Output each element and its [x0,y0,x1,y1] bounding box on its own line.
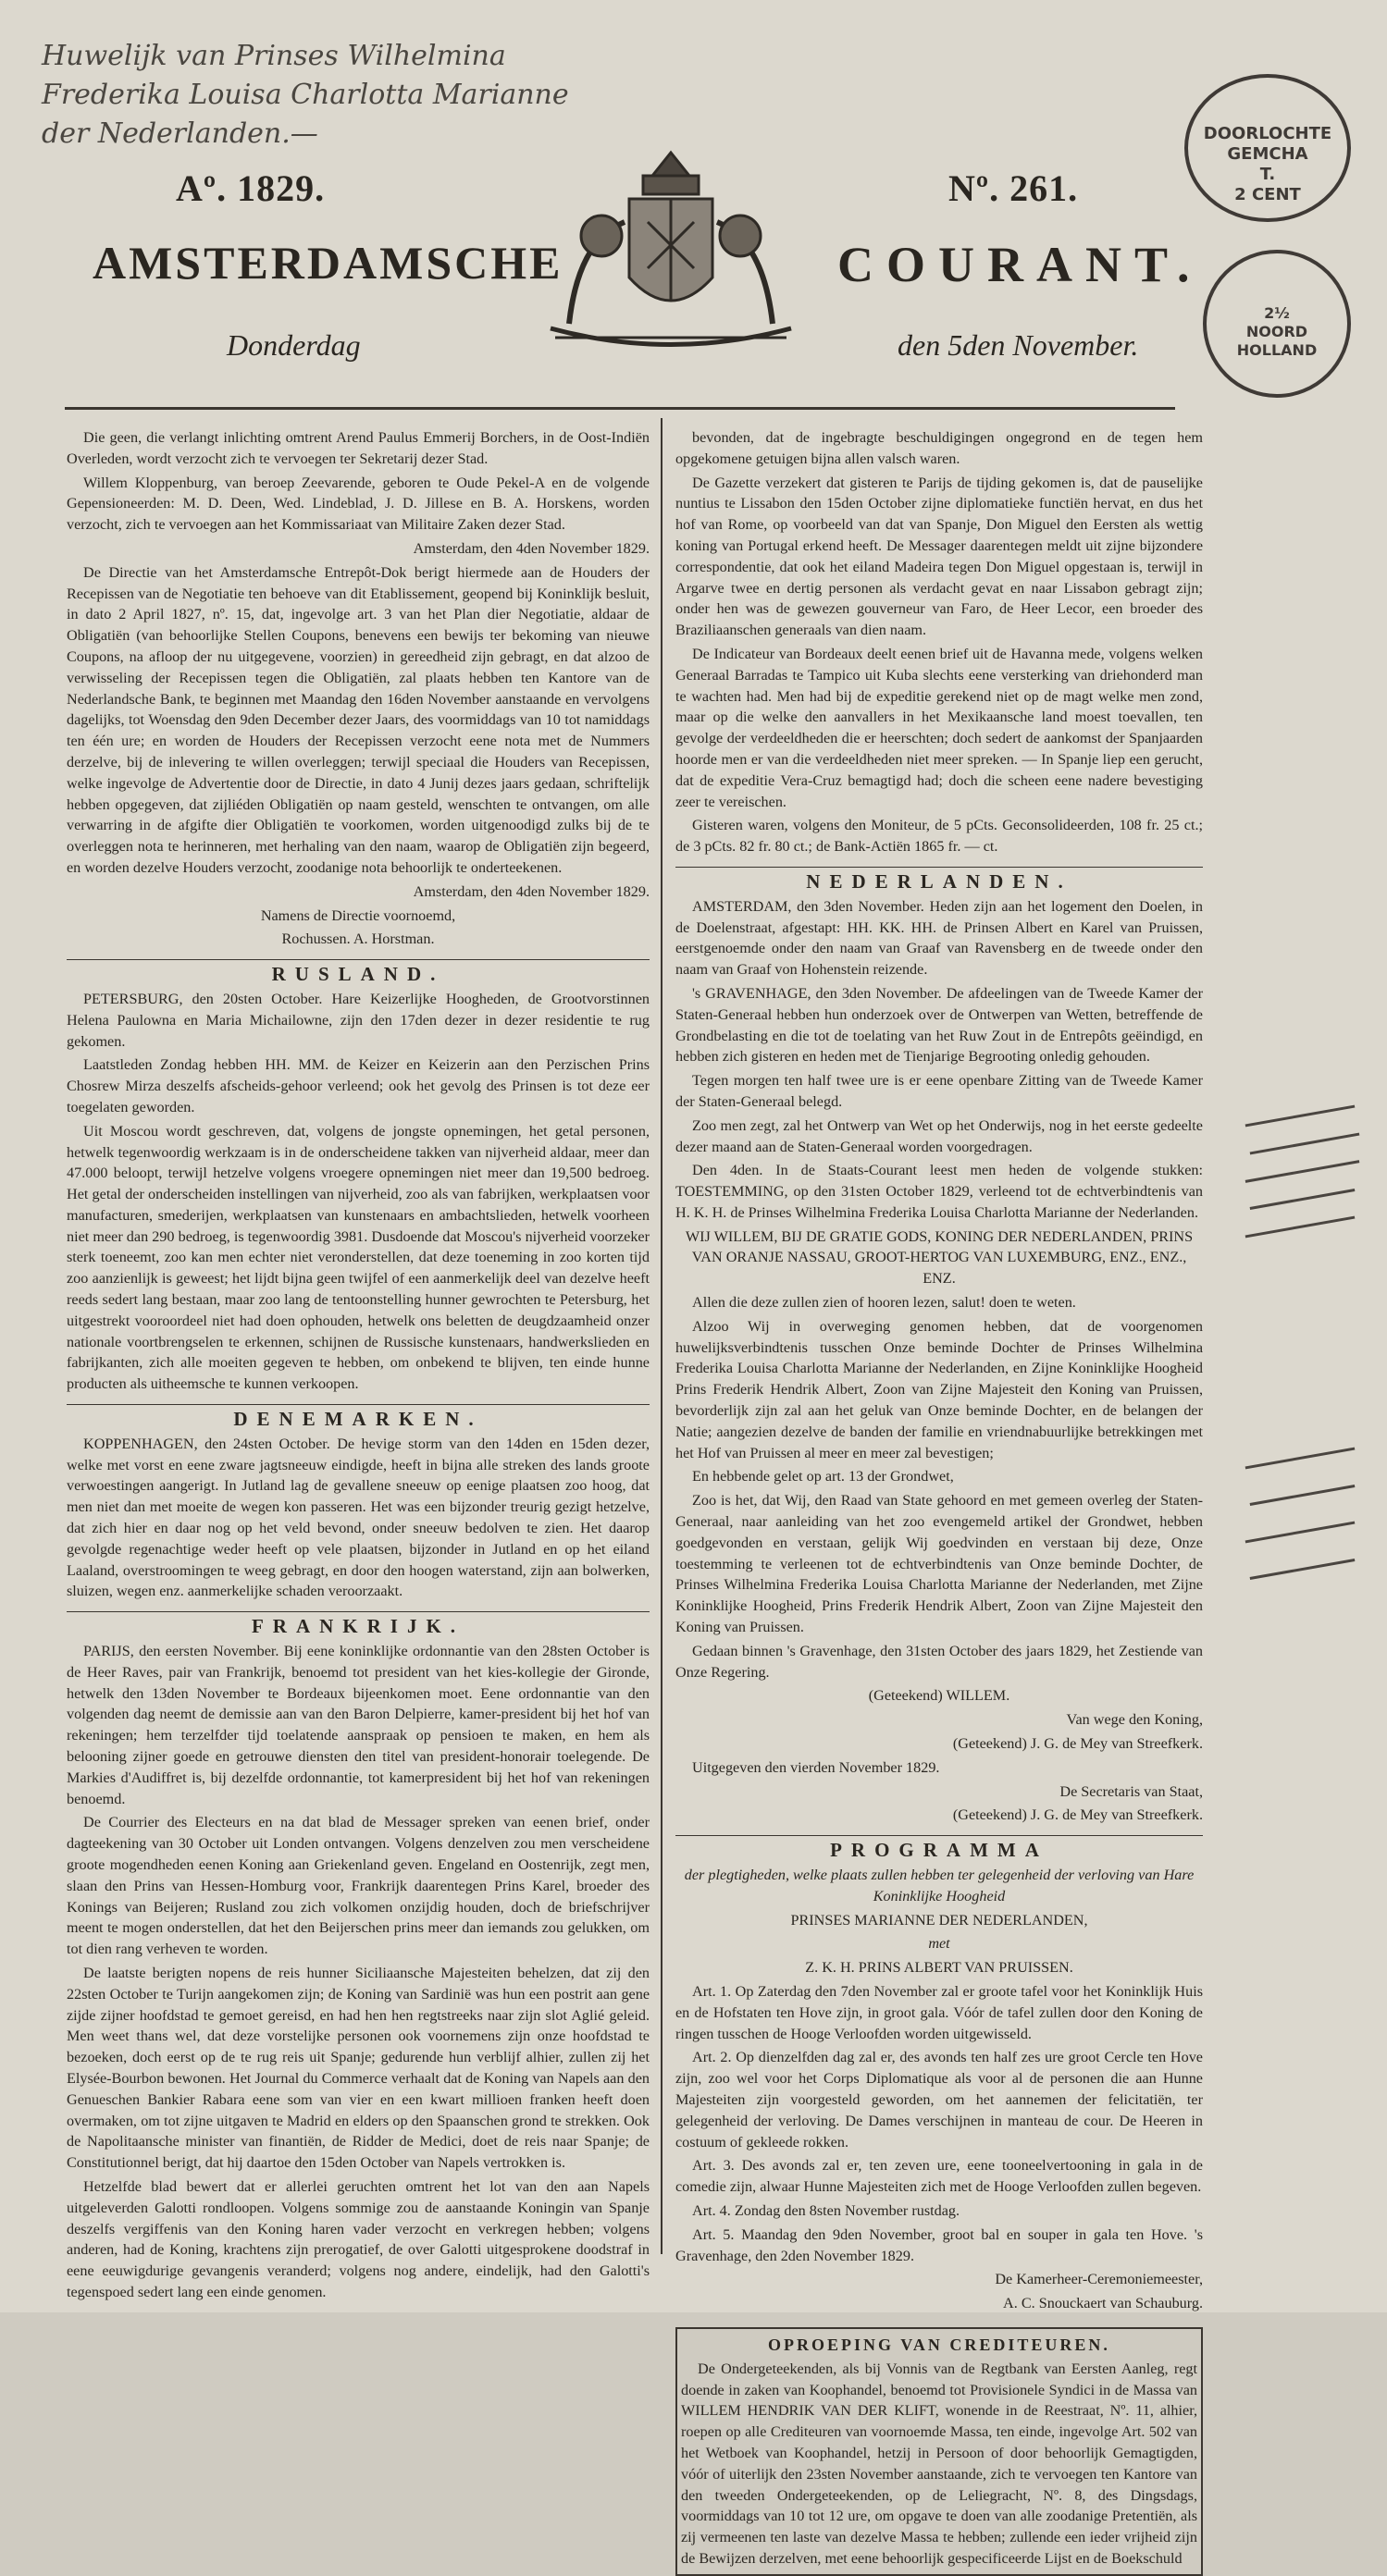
programma-article: Art. 2. Op dienzelfden dag zal er, des avonds ten half zes ure groot Cercle ten Hove zijn, zoo wel voor het Corps Diplomatique als voor al de personen die aan Hunne Majesteiten zijn voorgesteld geworden, om het aannemen der felicitatiën, ter gelegenheid der verloving. De Dames verschijnen in manteau de cour. De Heeren in costuum of gekleede rokken. [675,2049,1203,2151]
article-paragraph: Laatstleden Zondag hebben HH. MM. de Keizer en Keizerin aan den Perzischen Prins Chosrew Mirza deszelfs afscheids-gehoor verleend; ook het gevolg des Prinsen is tot deze eer toegelaten geworden. [67,1056,650,1115]
decree-signature: Van wege den Koning, [1066,1711,1203,1729]
pencil-mark [1250,1485,1356,1506]
handwritten-annotation [42,37,671,154]
programma-subtitle: der plegtigheden, welke plaats zullen hebben ter gelegenheid der verloving van Hare Koninklijke Hoogheid [684,1867,1195,1904]
notice: De Directie van het Amsterdamsche Entrepôt-Dok berigt hiermede aan de Houders der Recepissen van de Negotiatie ten behoeve van dit Etablissement, geopend bij Koninklijk besluit, in dato 2 April 1827, nº. 15, dat, ingevolge art. 3 van het Plan dier Negotiatie, aldaar de Obligatiën (van behoorlijke Stellen Coupons, benevens een bewijs ter bekoming van nieuwe Coupons, na afloop der nu uitgegevene, voorzien) in gereedheid zijn gebragt, en dat alzoo de verwisseling der Recepissen tegen die Obligatiën, zal plaats hebben ten Kantore van de Nederlandsche Bank, te beginnen met Maandag den 16den November aanstaande en vervolgens dagelijks, tot Woensdag den 9den December dezer Jaars, des voormiddags van 10 tot namiddags ten één ure; en worden de Houders der Recepissen verzocht eene nota met de Nummers derzelve, bij de inlevering te willen overleggen; terwijl speciaal die Houders van Recepissen, welke ingevolge de Advertentie door de Directie, in dato 4 Junij dezes jaars gedaan, schriftelijk hebben opgegeven, dat zijliéden Obligatiën op naam gesteld, wenschten te ontvangen, om alle verwarring in de afgifte dier Obligatiën te voorkomen, worden uitgenoodigd zulks bij de te overleggen nota te herinneren, met herhaling van den naam, waarop de Obligatiën zijn begeerd, en worden dezelve Houders verzocht, zoodanige nota behoorlijk te onderteekenen. [67,563,650,876]
programma-signature: A. C. Snouckaert van Schauburg. [1003,2295,1203,2312]
pencil-mark [1245,1448,1356,1470]
article-paragraph: 's GRAVENHAGE, den 3den November. De afdeelingen van de Tweede Kamer der Staten-Generaal hebben hun onderzoek over de Ontwerpen van Wetten, betreffende de Grondbelasting en die tot de toelating van het Ruw Zout in de Entrepôts geëindigd, en hebben zich gisteren en heden met de Tienjarige Begrooting onledig gehouden. [675,984,1203,1066]
column-divider [661,418,663,2254]
decree-paragraph: Alzoo Wij in overweging genomen hebben, dat de voorgenomen huwelijksverbindtenis tusschen Onze beminde Dochter de Prinses Wilhelmina Frederika Louisa Charlotta Marianne der Nederlanden, en Zijne Koninklijke Hoogheid Prins Frederik Hendrik Albert, Zoon van Zijne Majesteit den Koning van Pruissen, bevorderlijk zijn zal aan het geluk van Onze beminde Dochter, en de belangen der Natie; aangezien dezelve de banden der familie en vriendnabuurlijke betrekkingen met het Hof van Pruissen al meer en meer zal bevestigen; [675,1317,1203,1461]
masthead-title-right: COURANT. [837,237,1203,292]
programma-article: Art. 3. Des avonds zal er, ten zeven ure, eene tooneelvertooning in gala in de comedie zijn, alwaar Hunne Majesteiten zich met de Hooge Verloofden zullen begeven. [675,2157,1203,2196]
programma-signature: De Kamerheer-Ceremoniemeester, [995,2271,1203,2288]
article-paragraph: KOPPENHAGEN, den 24sten October. De hevige storm van den 14den en 15den dezer, welke met vorst en eene zware jagtsneeuw eindigde, heeft in bijna alle streken des lands groote verwoestingen aangerigt. In Jutland lag de gevallene sneeuw op eenige plaatsen zoo hoog, dat men niet dan met moeite de wegen kon passeren. Het was een bijzonder treurig gezigt hetzelve, dat zich hier en daar nog op het veld bevond, onder sneeuw bedolven te zien. Het daarop gevolgde regenachtige weder heeft op vele plaatsen, bijzonder in Jutland en op het eiland Laaland, overstroomingen te weeg gebragt, en door den hoogen waterstand, zijn aan bolwerken, sluizen, wegen enz. aanmerkelijke schaden veroorzaakt. [67,1435,650,1600]
pencil-mark [1250,1559,1356,1580]
masthead-title-left: AMSTERDAMSCHE [93,237,563,289]
decree-heading: WIJ WILLEM, BIJ DE GRATIE GODS, KONING DER NEDERLANDEN, PRINS VAN ORANJE NASSAU, GROOT-HERTOG VAN LUXEMBURG, ENZ., ENZ., ENZ. [685,1227,1194,1288]
masthead-year: Aº. 1829. [176,167,326,209]
decree-paragraph: En hebbende gelet op art. 13 der Grondwet, [692,1468,954,1485]
decree-signature: De Secretaris van Staat, [1059,1782,1203,1800]
pencil-mark [1250,1189,1356,1210]
article-paragraph: Den 4den. In de Staats-Courant leest men heden de volgende stukken: TOESTEMMING, op den 31sten October 1829, verleend tot de echtverbindtenis van H. K. H. de Prinses Wilhelmina Frederika Louisa Charlotta Marianne der Nederlanden. [675,1162,1203,1221]
masthead-date: den 5den November. [898,328,1139,362]
decree-signature: (Geteekend) WILLEM. [868,1687,1010,1705]
article-paragraph: Hetzelfde blad bewert dat er allerlei geruchten omtrent het lot van den aan Napels uitgeleverden Galotti rondloopen. Volgens sommige zou de aanstaande Koningin van Spanje deszelfs vergiffenis van den Koning haren vader verzocht en verkregen hebben; volgens anderen, had de Koning, krachtens zijn prerogatief, de over Galotti uitgesprokene doodstraf in eene eeuwigdurige gevangenis veranderd; volgens nog andere, eindelijk, had den Galotti's tegenspoed sedert lang een einde genomen. [67,2177,650,2300]
pencil-mark [1245,1522,1356,1544]
section-heading-oproeping: OPROEPING VAN CREDITEUREN. [768,2335,1110,2354]
article-paragraph: De laatste berigten nopens de reis hunner Siciliaansche Majesteiten behelzen, dat zij den 22sten October te Turijn aangekomen zijn; de Koning van Sardinië was hun een postrit aan gene zijde zijner hoofdstad te gemoet gereisd, en had hen hen regtstreeks naar zijn slot Aglié geleid. Men weet thans wel, dat deze vorstelijke personen ook voornemens zijn onze hoofdstad te bezoeken, doch eerst op de te rug reis uit Spanje; gedurende hun verblijf alhier, zullen zij het Elysée-Bourbon bewonen. Het Journal du Commerce verhaalt dat de Koning van Napels aan den Genueschen Bankier Rabara eene som van vier en een kwart millioen franken heeft doen overmaken, om tot zijne uitgaven te Madrid en elders op den Spaanschen grond te strekken. Ook de Napolitaansche minister van finantiën, de Ridder de Medici, doet de reis naar Spanje; de Constitutionnel berigt, dat hij daartoe den 15den October van Napels vertrokken is. [67,1964,650,2172]
decree-paragraph: Gedaan binnen 's Gravenhage, den 31sten October des jaars 1829, het Zestiende van Onze Regering. [675,1642,1203,1681]
section-heading-rusland: RUSLAND. [67,959,650,985]
notice-signature: Rochussen. A. Horstman. [281,931,435,948]
postal-stamp [1203,250,1351,398]
programma-subtitle: Z. K. H. PRINS ALBERT VAN PRUISSEN. [805,1959,1073,1977]
notice-signature: Namens de Directie voornoemd, [260,906,456,924]
postal-stamp [1184,74,1351,222]
handwriting-line: der Nederlanden.— [42,117,318,150]
article-paragraph: Uit Moscou wordt geschreven, dat, volgens de jongste opnemingen, het getal personen, hetwelk tegenwoordig werkzaam is in de onderscheidene takken van nijverheid aldaar, meer dan 47.000 beloopt, terwijl hetzelve volgens vroegere opnemingen niet meer dan 19,500 bedroeg. Het getal der onderscheiden instellingen van nijverheid, zoo als van fabrijken, werkplaatsen voor manufacturen, smederijen, werkplaatsen van kunstenaars en ambachtslieden, hetwelk voorheen niet meer dan 290 bedroeg, is tegenwoordig 3981. Dusdoende dat Moscou's nijverheid voorzeker sterk toeneemt, zoo kan men echter niet veronderstellen, dat deze toeneming in zoo korten tijd zoo aanzienlijk is geweest; het lijdt bijna geen twijfel of een aanmerkelijk deel van dezelve heeft reeds sedert lang bestaan, maar zoo lang de tentoonstelling hunner gewrochten te Petersburg, het uitgestrekt vooroordeel niet had doen ophouden, hetwelk ons beletten de deugdzaamheid onzer nationale voortbrengselen te erkennen, schijnen de Russische kunstenaars, handwerkslieden en fabrijkanten, zich alle moeiten gegeven te hebben, om onbekend te blijven, ten einde hunne producten als uitheemsche te kunnen verkoopen. [67,1122,650,1393]
pencil-mark [1245,1105,1356,1128]
decree-signature: Uitgegeven den vierden November 1829. [692,1758,940,1776]
programma-article: Art. 4. Zondag den 8sten November rustdag. [692,2201,960,2219]
creditor-notice-text: De Ondergeteekenden, als bij Vonnis van de Regtbank van Eersten Aanleg, regt doende in zaken van Koophandel, benoemd tot Provisionele Syndici in de Massa van WILLEM HENDRIK VAN DER KLIFT, wonende in de Reestraat, Nº. 11, alhier, roepen op alle Crediteuren van voornoemde Massa, ten einde, ingevolge Art. 502 van het Wetboek van Koophandel, hetzij in Persoon of door behoorlijk Gemagtigden, vóór of uiterlijk den 23sten November aanstaande, zich te vervoegen ten Kantore van den tweeden Ondergeteekenden, op de Leliegracht, Nº. 8, des Dingsdags, voormiddags van 10 tot 12 ure, om opgave te doen van alle zoodanige Pretentiën, als zij vermeenen ten laste van dezelve Massa te hebben; zullende een ieder vrijheid zijn de Bewijzen derzelven, met eene behoorlijk gespecificeerde Lijst en de Boekschuld [681,2360,1197,2567]
handwriting-line: Frederika Louisa Charlotta Marianne [42,79,569,111]
notice: Willem Kloppenburg, van beroep Zeevarende, geboren te Oude Pekel-A en de volgende Gepensioneerden: M. D. Deen, Wed. Lindeblad, J. D. Jillese en B. A. Horskens, worden verzocht, zich te vervoegen aan het Kommissariaat van Militaire Zaken dezer Stad. [67,474,650,534]
notice-date: Amsterdam, den 4den November 1829. [413,882,650,900]
article-paragraph: Zoo men zegt, zal het Ontwerp van Wet op het Onderwijs, nog in het eerste gedeelte dezer maand aan de Staten-Generaal worden voorgedragen. [675,1116,1203,1155]
handwriting-line: Huwelijk van Prinses Wilhelmina [42,40,506,72]
article-paragraph: De Gazette verzekert dat gisteren te Parijs de tijding gekomen is, dat de pauselijke nuntius te Lissabon den 15den October zijne diplomatieke functiën hervat, en dus het hof van Rome, op voorbeeld van dat van Spanje, Don Miguel den Eersten als wettig koning van Portugal erkend heeft. De Messager daarentegen meldt uit zijne bijzondere correspondentie, dat ook het eiland Madeira tegen Don Miguel opgestaan is, terwijl in Argarve twee en dertig personen als verdacht gevat en naar Lissabon gebragt zijn; onder hen was de gewezen gouverneur van Faro, de Heer Lecor, een broeder des Braziliaanschen generaals van dien naam. [675,474,1203,639]
pencil-mark [1245,1160,1360,1183]
article-paragraph: Gisteren waren, volgens den Moniteur, de 5 pCts. Geconsolideerden, 108 fr. 25 ct.; de 3 pCts. 82 fr. 80 ct.; de Bank-Actiën 1865 fr. — ct. [675,817,1203,856]
masthead-rule [65,407,1175,410]
decree-paragraph: Allen die deze zullen zien of hooren lezen, salut! doen te weten. [692,1294,1076,1312]
article-paragraph: bevonden, dat de ingebragte beschuldigingen ongegrond en de tegen hem opgekomene getuigen bijna allen valsch waren. [675,429,1203,467]
pencil-mark [1250,1133,1360,1155]
decree-signature: (Geteekend) J. G. de Mey van Streefkerk. [952,1735,1203,1753]
stamp-text: DOORLOCHTE GEMCHA T. 2 CENT [1203,124,1332,204]
notice: Die geen, die verlangt inlichting omtrent Arend Paulus Emmerij Borchers, in de Oost-Indiën Overleden, wordt verzocht zich te vervoegen ter Sekretarij dezer Stad. [67,429,650,467]
decree-paragraph: Zoo is het, dat Wij, den Raad van State gehoord en met gemeen overleg der Staten-Generaal, naar aanleiding van het zoo evengemeld artikel der Grondwet, hebben goedgevonden en verstaan, gelijk Wij goedvinden en verstaan bij deze, Onze toestemming te verleenen tot de echtverbindtenis van Onze beminde Dochter, de Prinses Wilhelmina Frederika Louisa Charlotta Marianne der Nederlanden, met Zijne Koninklijke Hoogheid, Prins Frederik Hendrik Albert, Zoon van Zijne Majesteit den Koning van Pruissen. [675,1492,1203,1636]
section-heading-nederlanden: NEDERLANDEN. [675,867,1203,893]
left-column [67,427,650,2300]
article-paragraph: PARIJS, den eersten November. Bij eene koninklijke ordonnantie van den 28sten October is de Heer Raves, pair van Frankrijk, benoemd tot president van het kies-kollegie der Gironde, hetwelk den 13den November te Bordeaux bijeenkomen moet. Eene ordonnantie van den volgenden dag neemt de demissie aan van den Baron Delpierre, kamer-president bij het hof van rekeningen; hem terzelfder tijd toelatende aanspraak op pensioen te maken, en hem als belooning zijner goede en getrouwe diensten den titel van president-honorair toelegende. De Markies d'Audiffret is, bij dezelfde ordonnantie, tot kamerpresident bij het hof van rekeningen benoemd. [67,1643,650,1807]
right-column [675,427,1203,2567]
article-paragraph: Tegen morgen ten half twee ure is er eene openbare Zitting van de Tweede Kamer der Staten-Generaal belegd. [675,1072,1203,1110]
creditor-notice-box [675,2327,1203,2576]
stamp-text: 2½ NOORD HOLLAND [1236,304,1318,359]
article-paragraph: De Courrier des Electeurs en na dat blad de Messager spreken van eenen brief, onder dagteekening van 30 October uit Londen ontvangen. Volgens denzelven zou men verscheidene groote mogendheden eenen Koning aan Griekenland geven. Engeland en Oostenrijk, zegt men, slaan den Prins van Hessen-Homburg voor, Frankrijk daarentegen Prins Karel, broeder des Konings van Beijeren; Rusland zou zich volkomen onzijdig houden, doch de briefschrijver meent te mogen onderstellen, dat het den Beijerschen prins meer dan iemands zou gelukken, om tot dien rang verheven te worden. [67,1814,650,1958]
masthead-issue-number: Nº. 261. [948,167,1079,209]
article-paragraph: AMSTERDAM, den 3den November. Heden zijn aan het logement den Doelen, in de Doelenstraat, afgestapt: HH. KK. HH. de Prinsen Albert en Karel van Pruissen, eerstgenoemde onder den naam van Graaf van Ravensberg en de tweede onder den naam van Graaf von Hohenstein reizende. [675,897,1203,979]
margin-pencil-marks [1235,1105,1374,1734]
decree-signature: (Geteekend) J. G. de Mey van Streefkerk. [952,1806,1203,1824]
section-heading-denemarken: DENEMARKEN. [67,1404,650,1430]
programma-article: Art. 1. Op Zaterdag den 7den November zal er groote tafel voor het Koninklijk Huis en de Hofstaten ten Hove zijn, in groot gala. Vóór de tafel zullen door den Koning de ringen tusschen de Hooge Verloofden worden uitgewisseld. [675,1982,1203,2042]
article-paragraph: De Indicateur van Bordeaux deelt eenen brief uit de Havanna mede, volgens welken Generaal Barradas te Tampico uit Kuba slechts eene versterking van driehonderd man te wachten had. Men had bij de expeditie gerekend niet op de magt welke men zond, maar op die welke den aanvallers in het Mexikaansche land moest toevallen, ten gevolge der verdeeldheden die er heerschten; doch sedert de aankomst der Spanjaarden hoorde men er van die verdeeldheden niet meer spreken. — In Spanje liep een gerucht, dat de expeditie Vera-Cruz bemagtigd had; doch die scheen eene nadere bevestiging zeer te vereischen. [675,645,1203,810]
section-heading-programma: PROGRAMMA [675,1835,1203,1861]
article-paragraph: PETERSBURG, den 20sten October. Hare Keizerlijke Hoogheden, de Grootvorstinnen Helena Paulowna en Maria Michailowne, zijn den 17den dezer in dezer residentie te rug gekomen. [67,990,650,1050]
coat-of-arms-icon [514,139,828,361]
pencil-mark [1245,1216,1356,1239]
section-heading-frankrijk: FRANKRIJK. [67,1611,650,1637]
programma-subtitle: PRINSES MARIANNE DER NEDERLANDEN, [790,1911,1088,1929]
programma-article: Art. 5. Maandag den 9den November, groot bal en souper in gala ten Hove. 's Gravenhage, den 2den November 1829. [675,2225,1203,2264]
masthead-day: Donderdag [227,328,361,362]
notice-date: Amsterdam, den 4den November 1829. [413,539,650,557]
programma-subtitle: met [928,1935,950,1953]
